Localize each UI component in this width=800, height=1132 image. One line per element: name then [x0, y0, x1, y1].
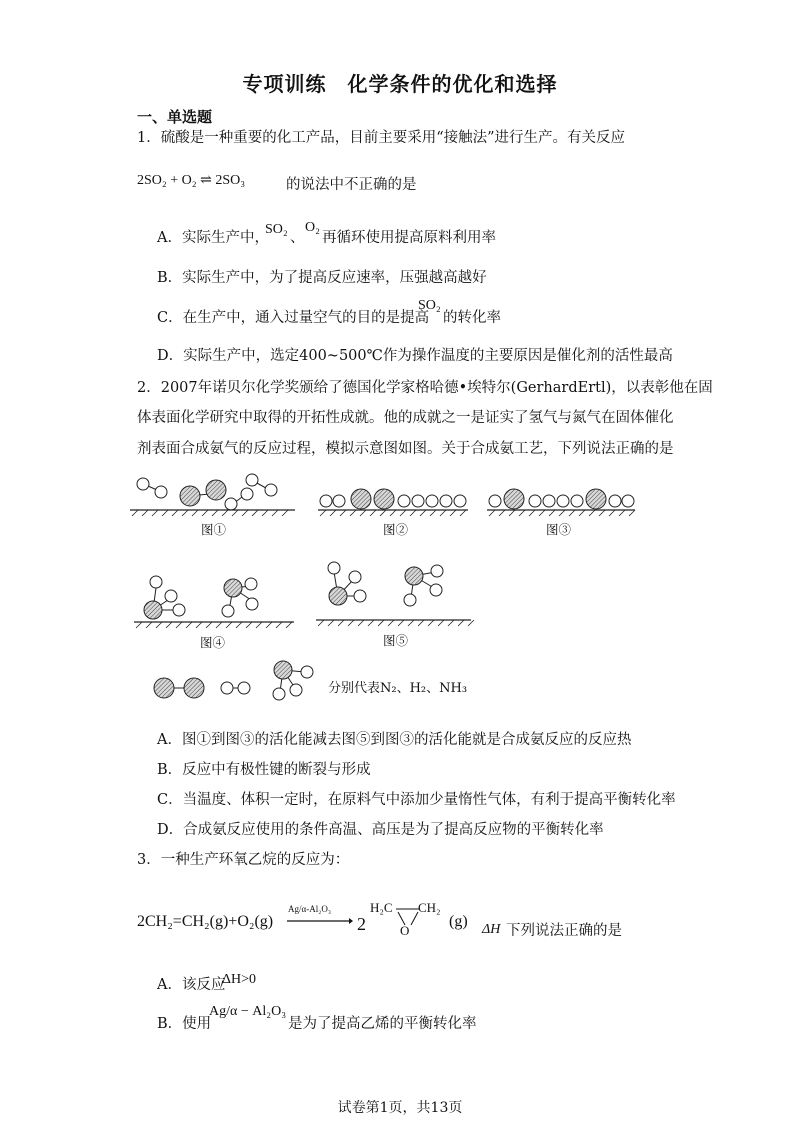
q1-stem: 1．硫酸是一种重要的化工产品，目前主要采用“接触法”进行生产。有关反应 [137, 130, 626, 146]
q3-delta-h: ΔH [482, 922, 501, 937]
reaction-arrow-icon [287, 916, 353, 926]
q1-equation: 2SO₂ + O₂ ⇌ 2SO₃ [137, 173, 246, 188]
figure-4-caption: 图④ [200, 635, 226, 650]
molecule-legend-diagram [150, 658, 325, 706]
figure-1-diagram [130, 470, 300, 520]
figure-2-diagram [318, 470, 473, 520]
page-title: 专项训练 化学条件的优化和选择 [242, 72, 558, 96]
figure-1-caption: 图① [201, 522, 227, 537]
section-heading: 一、单选题 [137, 108, 213, 126]
q1-option-a-prefix: A．实际生产中， [157, 230, 269, 246]
q1-option-a-chem1: SO₂ [265, 222, 288, 237]
q2-option-a: A．图①到图③的活化能减去图⑤到图③的活化能就是合成氨反应的反应热 [157, 732, 632, 748]
q1-option-c-suffix: 的转化率 [443, 310, 501, 326]
q3-ring-oxygen: O [400, 923, 410, 938]
figure-4-diagram [134, 566, 299, 631]
q3-option-a-formula: ΔH>0 [222, 972, 257, 987]
figure-5-diagram [316, 560, 476, 630]
q2-option-d: D．合成氨反应使用的条件高温、高压是为了提高反应物的平衡转化率 [157, 822, 604, 838]
q3-ring-c1: H₂C [370, 900, 393, 915]
figure-2-caption: 图② [383, 522, 409, 537]
figure-3-caption: 图③ [546, 522, 572, 537]
q1-stem-tail: 的说法中不正确的是 [286, 177, 417, 193]
figure-3-diagram [487, 470, 637, 520]
q3-ring-c2: CH₂ [418, 900, 441, 915]
q1-option-c-chem: SO₂ [418, 298, 441, 313]
q2-option-b: B．反应中有极性键的断裂与形成 [157, 762, 371, 778]
q1-option-c-prefix: C．在生产中，通入过量空气的目的是提高 [157, 310, 430, 326]
q3-equation-left: 2CH₂=CH₂(g)+O₂(g) [137, 913, 274, 930]
figure-5-caption: 图⑤ [383, 633, 409, 648]
q1-option-d: D．实际生产中，选定400~500℃作为操作温度的主要原因是催化剂的活性最高 [157, 348, 673, 364]
legend-text: 分别代表N₂、H₂、NH₃ [328, 681, 468, 696]
q1-option-a-sep: 、 [290, 230, 305, 246]
page-footer: 试卷第1页，共13页 [337, 1100, 463, 1116]
q3-catalyst: Ag/α-Al₂O₃ [288, 904, 331, 914]
q2-stem-line3: 剂表面合成氨气的反应过程，模拟示意图如图。关于合成氨工艺，下列说法正确的是 [137, 441, 674, 457]
q3-option-b-formula: Ag/α − Al₂O₃ [209, 1004, 287, 1019]
q2-stem-line1: 2．2007年诺贝尔化学奖颁给了德国化学家格哈德•埃特尔(GerhardErtl)，以表彰他在固 [137, 380, 713, 396]
q3-option-b-prefix: B．使用 [157, 1016, 212, 1032]
q1-option-b: B．实际生产中，为了提高反应速率，压强越高越好 [157, 270, 487, 286]
q2-option-c: C．当温度、体积一定时，在原料气中添加少量惰性气体，有利于提高平衡转化率 [157, 792, 676, 808]
q3-coefficient: 2 [357, 914, 366, 934]
q3-stem-tail: 下列说法正确的是 [506, 923, 622, 939]
q3-stem: 3．一种生产环氧乙烷的反应为： [137, 852, 350, 868]
q1-option-a-chem2: O₂ [305, 220, 320, 235]
q3-option-a-prefix: A．该反应 [157, 977, 226, 993]
q2-stem-line2: 体表面化学研究中取得的开拓性成就。他的成就之一是证实了氢气与氮气在固体催化 [137, 410, 674, 426]
q1-option-a-suffix: 再循环使用提高原料利用率 [322, 230, 496, 246]
q3-state: (g) [449, 913, 468, 930]
q3-option-b-suffix: 是为了提高乙烯的平衡转化率 [288, 1016, 477, 1032]
